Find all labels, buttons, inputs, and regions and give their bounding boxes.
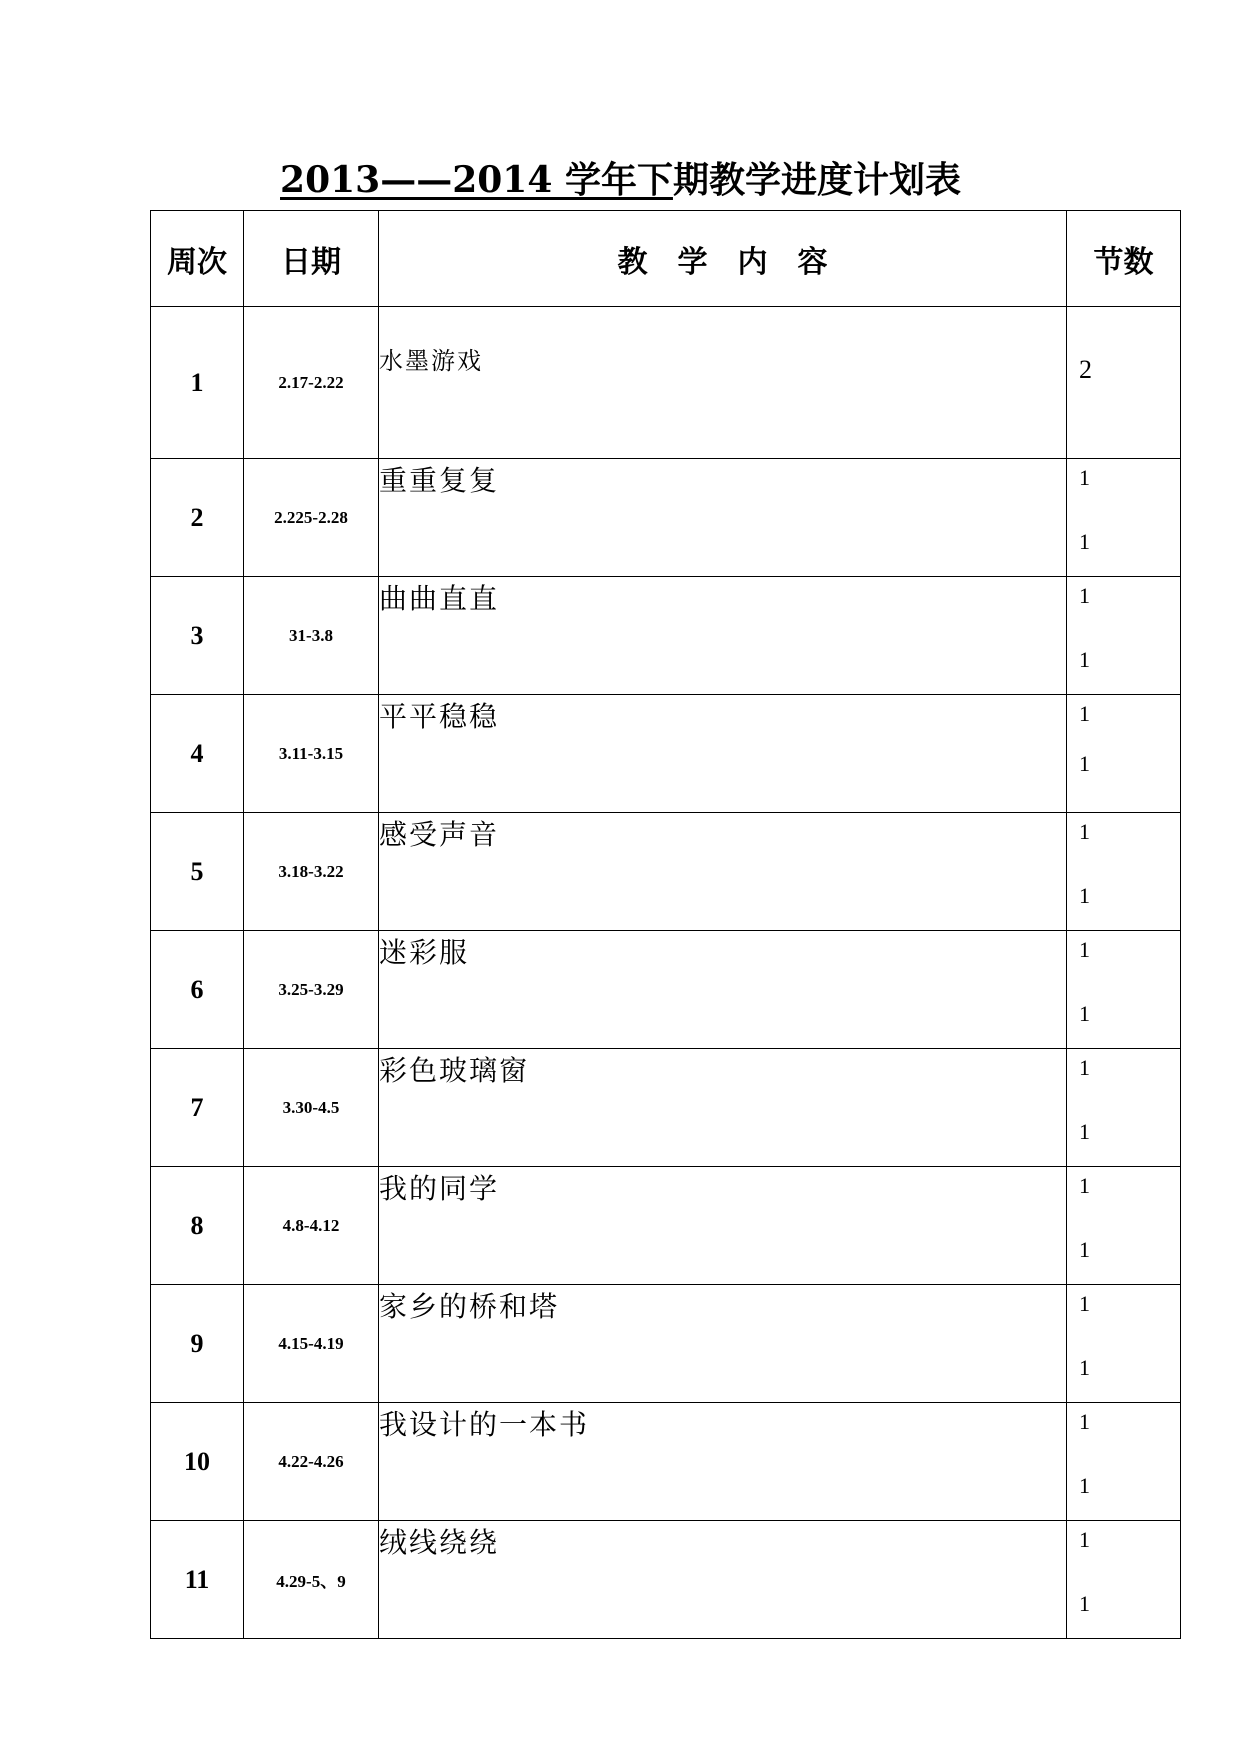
table-row <box>151 695 1181 813</box>
date-cell: 4.22-4.26 <box>244 1403 379 1521</box>
period-value: 1 <box>1079 1173 1090 1198</box>
period-value: 1 <box>1079 1409 1090 1434</box>
week-cell: 1 <box>151 307 244 459</box>
table-row <box>151 1167 1181 1285</box>
content-cell: 平平稳稳 <box>379 695 1067 813</box>
period-value: 1 <box>1079 883 1090 908</box>
period-value: 1 <box>1079 1291 1090 1316</box>
period-value: 1 <box>1079 819 1090 844</box>
week-cell: 8 <box>151 1167 244 1285</box>
periods-cell <box>1067 307 1181 459</box>
title-underlined-part: 2013——2014 学年下 <box>280 159 673 201</box>
week-cell: 9 <box>151 1285 244 1403</box>
date-cell: 3.30-4.5 <box>244 1049 379 1167</box>
content-cell: 水墨游戏 <box>379 307 1067 459</box>
periods-cell <box>1067 1167 1181 1285</box>
period-value: 1 <box>1079 1237 1090 1262</box>
content-cell: 我设计的一本书 <box>379 1403 1067 1521</box>
table-row <box>151 1285 1181 1403</box>
week-cell: 5 <box>151 813 244 931</box>
period-value: 1 <box>1079 1001 1090 1026</box>
date-cell: 4.29-5、9 <box>244 1521 379 1639</box>
date-cell: 3.11-3.15 <box>244 695 379 813</box>
week-cell: 2 <box>151 459 244 577</box>
table-header-row <box>151 211 1181 307</box>
title-rest: 期教学进度计划表 <box>672 159 961 201</box>
content-cell: 家乡的桥和塔 <box>379 1285 1067 1403</box>
periods-cell <box>1067 1521 1181 1639</box>
content-cell: 迷彩服 <box>379 931 1067 1049</box>
period-value: 1 <box>1079 1119 1090 1144</box>
periods-cell <box>1067 577 1181 695</box>
table-row <box>151 931 1181 1049</box>
table-row <box>151 1403 1181 1521</box>
period-value: 1 <box>1079 1473 1090 1498</box>
period-value: 2 <box>1079 355 1092 384</box>
periods-cell <box>1067 459 1181 577</box>
content-cell: 感受声音 <box>379 813 1067 931</box>
content-cell: 绒线绕绕 <box>379 1521 1067 1639</box>
teaching-schedule-table <box>150 210 1181 1639</box>
content-cell: 重重复复 <box>379 459 1067 577</box>
period-value: 1 <box>1079 465 1090 490</box>
week-cell: 10 <box>151 1403 244 1521</box>
date-cell: 4.15-4.19 <box>244 1285 379 1403</box>
week-cell: 6 <box>151 931 244 1049</box>
period-value: 1 <box>1079 937 1090 962</box>
periods-cell <box>1067 1403 1181 1521</box>
periods-cell <box>1067 695 1181 813</box>
page-title <box>0 155 1241 205</box>
header-week: 周次 <box>151 211 244 307</box>
periods-cell <box>1067 931 1181 1049</box>
period-value: 1 <box>1079 1591 1090 1616</box>
period-value: 1 <box>1079 1055 1090 1080</box>
period-value: 1 <box>1079 751 1090 776</box>
periods-cell <box>1067 1285 1181 1403</box>
header-periods: 节数 <box>1067 211 1181 307</box>
date-cell: 4.8-4.12 <box>244 1167 379 1285</box>
period-value: 1 <box>1079 647 1090 672</box>
periods-cell <box>1067 1049 1181 1167</box>
header-content: 教学内容 <box>379 211 1067 307</box>
content-cell: 我的同学 <box>379 1167 1067 1285</box>
date-cell: 2.225-2.28 <box>244 459 379 577</box>
week-cell: 7 <box>151 1049 244 1167</box>
table-row <box>151 1521 1181 1639</box>
content-cell: 彩色玻璃窗 <box>379 1049 1067 1167</box>
week-cell: 11 <box>151 1521 244 1639</box>
table-row <box>151 307 1181 459</box>
table-row <box>151 813 1181 931</box>
period-value: 1 <box>1079 701 1090 726</box>
periods-cell <box>1067 813 1181 931</box>
table-row <box>151 459 1181 577</box>
period-value: 1 <box>1079 1527 1090 1552</box>
date-cell: 2.17-2.22 <box>244 307 379 459</box>
date-cell: 3.18-3.22 <box>244 813 379 931</box>
period-value: 1 <box>1079 583 1090 608</box>
week-cell: 4 <box>151 695 244 813</box>
week-cell: 3 <box>151 577 244 695</box>
date-cell: 31-3.8 <box>244 577 379 695</box>
table-row <box>151 577 1181 695</box>
date-cell: 3.25-3.29 <box>244 931 379 1049</box>
period-value: 1 <box>1079 529 1090 554</box>
period-value: 1 <box>1079 1355 1090 1380</box>
header-date: 日期 <box>244 211 379 307</box>
content-cell: 曲曲直直 <box>379 577 1067 695</box>
table-row <box>151 1049 1181 1167</box>
